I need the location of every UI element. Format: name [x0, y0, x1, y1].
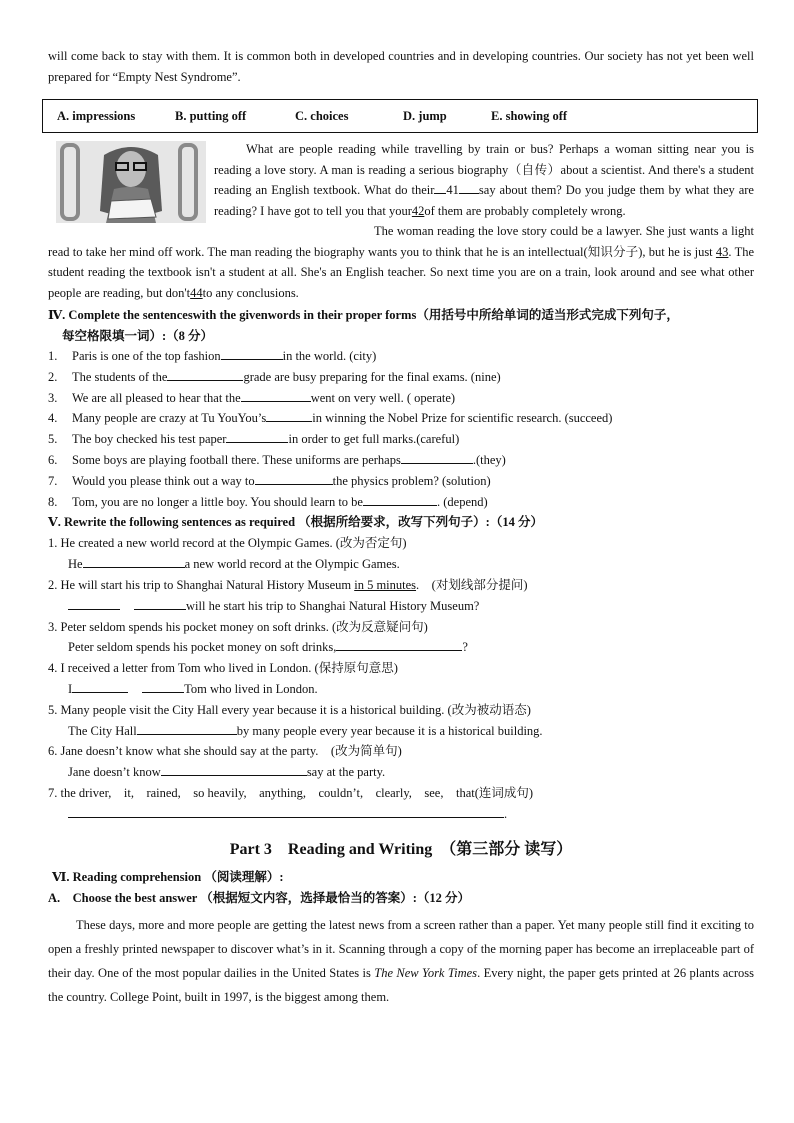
- item-number: 7.: [48, 473, 58, 488]
- answer-blank[interactable]: [83, 554, 185, 568]
- blank-43: 43: [715, 244, 729, 259]
- option-b: B. putting off: [175, 108, 247, 123]
- answer-blank[interactable]: [161, 762, 307, 776]
- answer-blank[interactable]: [134, 596, 186, 610]
- item-number: 3.: [48, 390, 58, 405]
- answer-blank[interactable]: [266, 408, 312, 422]
- answer-blank[interactable]: [142, 679, 184, 693]
- rewrite-answer-line: The City Hall by many people every year because it is a historical building.: [48, 721, 754, 742]
- section-6-subtitle: A. Choose the best answer （根据短文内容，选择最恰当的答案）:（12 分）: [48, 890, 470, 905]
- intro-paragraph-tail: will come back to stay with them. It is common both in developed countries and in developing countries. Our society has not yet been well prepared for “Empty Nest Syndrome”.: [48, 49, 754, 84]
- item-number: 4.: [48, 411, 58, 426]
- sentence-item: [48, 471, 754, 492]
- section-4-items: [48, 346, 754, 512]
- answer-blank[interactable]: [167, 367, 243, 381]
- item-number: 6.: [48, 452, 58, 467]
- rewrite-answer-line: will he start his trip to Shanghai Natural History Museum?: [48, 596, 754, 617]
- cloze-paragraph-1: What are people reading while travelling by train or bus? Perhaps a woman sitting near you is reading a love story. A man is reading a serious biography（自传）about a scientist. And there's a student reading an English textbook. What do their 41 say about them? Do you judge them by what they are reading? I have got to tell you that your42of them are probably completely wrong.: [214, 142, 754, 218]
- rewrite-answer-line: I Tom who lived in London.: [48, 679, 754, 700]
- rewrite-question: 3. Peter seldom spends his pocket money on soft drinks. (改为反意疑问句): [48, 619, 428, 634]
- word-options-box: [42, 99, 758, 133]
- cloze-paragraph-2: The woman reading the love story could be a lawyer. She just wants a light read to take her mind off work. The man reading the biography wants you to think that he is an intellectual(知识分子), but he is just 43. The student reading the textbook isn't a student at all. She's an English teacher. So next time you are on a train, look around and see what other people are reading, but don't44to any conclusions.: [48, 224, 754, 300]
- sentence-item: [48, 450, 754, 471]
- reading-passage-a: These days, more and more people are getting the latest news from a screen rather than a paper. Yet many people still find it exciting to open a freshly printed newspaper to discover what’s in it. Scanning through a copy of the morning paper has become an irreplaceable part of their day. One of the most popular dailies in the United States is The New York Times. Every night, the paper gets printed at 26 plants across the country. College Point, built in 1997, is the biggest among them.: [48, 917, 754, 1004]
- answer-blank[interactable]: [255, 471, 333, 485]
- answer-blank[interactable]: [241, 388, 311, 402]
- sentence-item: [48, 367, 754, 388]
- item-text: Would you please think out a way to the physics problem? (solution): [72, 471, 491, 492]
- answer-blank[interactable]: [401, 450, 473, 464]
- section-6-title: Ⅵ. Reading comprehension （阅读理解）:: [52, 869, 284, 884]
- blank-44: 44: [190, 285, 203, 300]
- rewrite-answer-line: Jane doesn’t know say at the party.: [48, 762, 754, 783]
- section-5-title: Ⅴ. Rewrite the following sentences as required （根据所给要求，改写下列句子）:（14 分）: [48, 515, 543, 530]
- document-page: [48, 46, 754, 1009]
- item-text: Some boys are playing football there. These uniforms are perhaps .(they): [72, 450, 506, 471]
- answer-blank[interactable]: [72, 679, 128, 693]
- item-number: 8.: [48, 494, 58, 509]
- woman-reading-illustration: [56, 141, 206, 223]
- item-text: The students of the grade are busy preparing for the final exams. (nine): [72, 367, 501, 388]
- cloze-passage: [48, 139, 754, 303]
- rewrite-question: 2. He will start his trip to Shanghai Natural History Museum in 5 minutes. (对划线部分提问): [48, 577, 528, 592]
- rewrite-answer-line: He a new world record at the Olympic Games.: [48, 554, 754, 575]
- answer-blank[interactable]: [363, 492, 437, 506]
- item-text: Many people are crazy at Tu YouYou’s in winning the Nobel Prize for scientific research. (succeed): [72, 408, 612, 429]
- rewrite-question: 5. Many people visit the City Hall every year because it is a historical building. (改为被动语态): [48, 702, 531, 717]
- answer-blank[interactable]: [68, 596, 120, 610]
- option-a: A. impressions: [57, 108, 136, 123]
- answer-blank[interactable]: [68, 804, 504, 818]
- rewrite-question: 4. I received a letter from Tom who lived in London. (保持原句意思): [48, 661, 398, 676]
- rewrite-question: 6. Jane doesn’t know what she should say at the party. (改为简单句): [48, 744, 402, 759]
- sentence-item: [48, 346, 754, 367]
- rewrite-question: 1. He created a new world record at the Olympic Games. (改为否定句): [48, 536, 407, 551]
- sentence-item: [48, 388, 754, 409]
- item-text: Paris is one of the top fashion in the world. (city): [72, 346, 376, 367]
- rewrite-answer-line: .: [48, 804, 754, 825]
- sentence-item: [48, 492, 754, 513]
- item-text: We are all pleased to hear that the went on very well. ( operate): [72, 388, 455, 409]
- answer-blank[interactable]: [226, 429, 288, 443]
- item-number: 5.: [48, 432, 58, 447]
- rewrite-question: 7. the driver, it, rained, so heavily, anything, couldn’t, clearly, see, that(连词成句): [48, 785, 534, 800]
- rewrite-answer-line: Peter seldom spends his pocket money on soft drinks, ?: [48, 637, 754, 658]
- section-5-items: [48, 533, 754, 824]
- sentence-item: [48, 408, 754, 429]
- blank-41: 41: [446, 183, 459, 197]
- item-number: 2.: [48, 369, 58, 384]
- newspaper-title: The New York Times: [374, 965, 478, 980]
- option-d: D. jump: [403, 108, 447, 123]
- item-text: Tom, you are no longer a little boy. You should learn to be . (depend): [72, 492, 488, 513]
- answer-blank[interactable]: [336, 637, 462, 651]
- blank-42: 42: [411, 203, 425, 218]
- item-number: 1.: [48, 349, 58, 363]
- sentence-item: [48, 429, 754, 450]
- part-3-heading: Part 3 Reading and Writing （第三部分 读写）: [229, 840, 573, 858]
- option-e: E. showing off: [491, 108, 568, 123]
- option-c: C. choices: [295, 108, 349, 123]
- answer-blank[interactable]: [137, 721, 237, 735]
- answer-blank[interactable]: [221, 346, 283, 360]
- section-4-title: Ⅳ. Complete the sentenceswith the givenwords in their proper forms（用括号中所给单词的适当形式完成下列句子，: [48, 308, 679, 322]
- item-text: The boy checked his test paper in order to get full marks.(careful): [72, 429, 459, 450]
- section-4-subtitle: 每空格限填一词）:（8 分）: [62, 329, 214, 343]
